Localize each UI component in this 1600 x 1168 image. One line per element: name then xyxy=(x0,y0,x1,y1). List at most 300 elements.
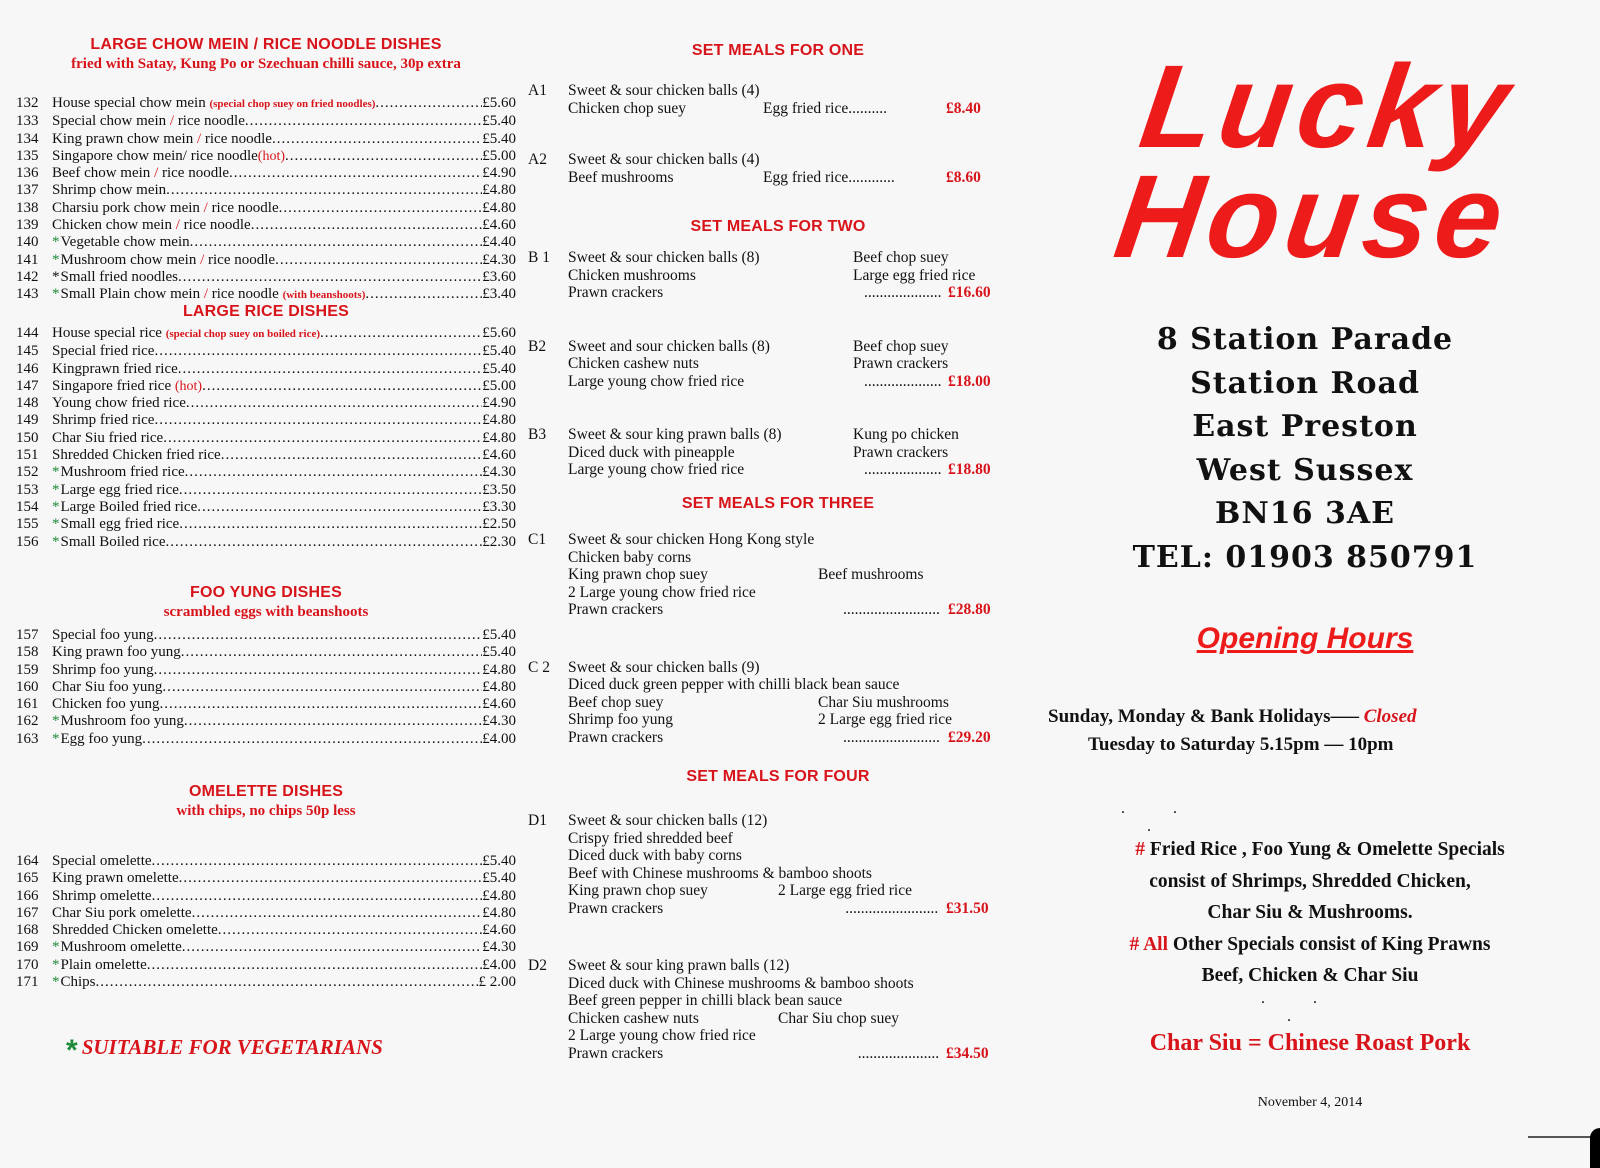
item-price: £4.80 xyxy=(482,904,516,921)
dot-leader xyxy=(285,148,482,165)
meal-dish: Sweet & sour chicken balls (4) xyxy=(568,82,760,99)
rice-list xyxy=(16,325,516,551)
item-name-group xyxy=(52,200,279,217)
item-number: 169 xyxy=(16,939,39,956)
meal-line xyxy=(528,584,998,602)
item-name-group xyxy=(52,286,365,304)
item-number: 155 xyxy=(16,516,39,533)
item-name: Kingprawn fried rice xyxy=(52,360,178,377)
dot-leader xyxy=(154,412,482,429)
meal-code: D1 xyxy=(528,812,547,829)
item-number: 132 xyxy=(16,95,39,111)
item-name-group xyxy=(52,217,251,234)
dot-leader xyxy=(279,200,483,217)
meal-dish-secondary: .................... xyxy=(864,372,942,390)
item-name: House special chow mein xyxy=(52,95,210,111)
item-price: £4.80 xyxy=(482,429,516,446)
item-name: Chicken foo yung xyxy=(52,696,160,713)
meal-dish: Prawn crackers xyxy=(568,728,664,746)
meal-dish: Beef with Chinese mushrooms & bamboo shoots xyxy=(568,864,872,882)
vegetarian-star-icon: * xyxy=(52,286,60,303)
item-name: Large Boiled fried rice xyxy=(60,498,198,515)
set-two-title: SET MEALS FOR TWO xyxy=(690,218,866,235)
meal-dish-secondary: 2 Large egg fried rice xyxy=(778,882,912,899)
dot-leader xyxy=(251,217,483,234)
separator-dots: . . . xyxy=(1121,800,1199,835)
meal-dish: Prawn crackers xyxy=(568,601,664,618)
dot-leader xyxy=(152,888,483,905)
item-name-alt: rice noodle xyxy=(174,113,245,130)
meal-dish: Beef chop suey xyxy=(568,693,664,711)
dot-leader xyxy=(163,430,482,447)
closed-days-line xyxy=(1048,703,1417,731)
item-number: 170 xyxy=(16,956,39,973)
meal-price: £16.60 xyxy=(948,284,991,301)
meal-line xyxy=(528,882,998,900)
item-price: £2.30 xyxy=(482,533,516,550)
item-number: 146 xyxy=(16,360,39,377)
item-name: Singapore chow mein/ rice noodle xyxy=(52,147,258,164)
meal-line xyxy=(528,865,998,883)
item-name-group xyxy=(52,696,159,713)
meal-line xyxy=(528,957,998,975)
item-price: £4.80 xyxy=(482,199,516,216)
item-price: £5.40 xyxy=(482,130,516,147)
meal-dish: Sweet & sour chicken balls (8) xyxy=(568,249,760,266)
item-name-group xyxy=(52,378,202,395)
meal-line xyxy=(528,975,998,993)
item-price: £5.40 xyxy=(482,853,516,869)
menu-item xyxy=(16,182,516,199)
meal-dish: Sweet & sour chicken balls (4) xyxy=(568,151,760,168)
meal-line xyxy=(528,847,998,865)
item-name: Mushroom fried rice xyxy=(60,464,185,481)
item-name-group xyxy=(52,234,190,251)
dot-leader xyxy=(320,325,482,343)
menu-item xyxy=(16,888,516,905)
menu-item xyxy=(16,325,516,343)
menu-item xyxy=(16,662,516,679)
meal-price: £8.60 xyxy=(946,168,981,186)
meal-line xyxy=(528,284,998,302)
meal-price: £18.80 xyxy=(948,461,991,478)
page-edge-corner xyxy=(1590,1128,1600,1168)
item-name-group xyxy=(52,853,152,870)
item-number: 133 xyxy=(16,113,39,130)
item-number: 140 xyxy=(16,234,39,251)
dot-leader xyxy=(197,499,482,516)
set-meal xyxy=(528,659,998,747)
dot-leader xyxy=(185,464,483,481)
address-line: Station Road xyxy=(1190,365,1420,401)
vegetarian-star-icon: * xyxy=(52,234,60,251)
vegetarian-star-icon: * xyxy=(52,481,60,498)
item-name-group xyxy=(52,182,166,199)
item-number: 139 xyxy=(16,217,39,234)
item-price: £3.30 xyxy=(482,498,516,515)
meal-dish: Large young chow fried rice xyxy=(568,372,745,390)
item-name: Singapore fried rice xyxy=(52,377,175,394)
item-name: Char Siu fried rice xyxy=(52,429,164,446)
item-name: Small egg fried rice xyxy=(60,516,180,533)
meal-price: £18.00 xyxy=(948,372,991,390)
dot-leader xyxy=(218,922,482,939)
dot-leader xyxy=(166,182,482,199)
item-price: £3.50 xyxy=(482,481,516,498)
item-name-group xyxy=(52,679,162,696)
meal-line xyxy=(528,729,998,747)
item-number: 138 xyxy=(16,199,39,216)
item-name: King prawn foo yung xyxy=(52,644,181,661)
item-number: 162 xyxy=(16,713,39,730)
item-price: £4.30 xyxy=(482,713,516,730)
meal-dish: Beef green pepper in chilli black bean sauce xyxy=(568,992,843,1009)
menu-item xyxy=(16,974,516,991)
menu-item xyxy=(16,430,516,447)
item-name: Shredded Chicken fried rice xyxy=(52,447,221,464)
meal-code: B 1 xyxy=(528,249,550,266)
meal-dish-secondary: .................... xyxy=(864,461,942,478)
dot-leader xyxy=(142,731,482,748)
meal-line xyxy=(528,151,998,169)
omelette-subtitle: with chips, no chips 50p less xyxy=(176,803,356,819)
item-name-group xyxy=(52,713,184,730)
menu-item xyxy=(16,217,516,234)
item-name-group xyxy=(52,113,245,130)
item-name-group xyxy=(52,325,320,343)
meal-code: A2 xyxy=(528,151,547,168)
foo-yung-subtitle: scrambled eggs with beanshoots xyxy=(163,604,369,620)
vegetarian-star-icon: * xyxy=(52,974,60,991)
item-name-group xyxy=(52,644,181,661)
dot-leader xyxy=(178,269,482,286)
item-price: £4.60 xyxy=(482,922,516,939)
telephone: TEL: 01903 850791 xyxy=(1132,539,1478,575)
item-name-group xyxy=(52,534,165,551)
separator-dots: . . . xyxy=(1261,990,1339,1025)
logo-line-2: House xyxy=(1107,151,1517,283)
item-name: Vegetable chow mein xyxy=(60,234,190,251)
hash-all-marker: # All xyxy=(1129,933,1168,955)
dot-leader xyxy=(365,286,482,304)
meal-line xyxy=(528,1045,998,1063)
set-meal xyxy=(528,151,998,186)
meal-line xyxy=(528,900,998,918)
item-slash: / xyxy=(175,217,180,234)
set-two-list xyxy=(528,249,998,479)
item-price: £5.00 xyxy=(482,147,516,164)
item-number: 156 xyxy=(16,533,39,550)
item-price: £5.40 xyxy=(482,360,516,377)
vegetarian-star-icon: * xyxy=(66,1034,78,1067)
meal-line xyxy=(528,249,998,267)
item-name: Special fried rice xyxy=(52,343,155,360)
meal-code: B3 xyxy=(528,426,547,443)
item-number: 164 xyxy=(16,853,39,869)
item-price: £4.90 xyxy=(482,395,516,412)
meal-dish: Beef mushrooms xyxy=(568,168,674,186)
dot-leader xyxy=(192,905,483,922)
menu-item xyxy=(16,534,516,551)
meal-dish-secondary: Prawn crackers xyxy=(853,355,949,372)
address-line: East Preston xyxy=(1192,409,1418,444)
item-name-group xyxy=(52,731,142,748)
meal-dish-secondary: .................... xyxy=(864,284,942,301)
page-edge-line xyxy=(1528,1136,1598,1138)
item-note: (special chop suey on boiled rice) xyxy=(165,328,321,340)
item-name-alt: rice noodle xyxy=(207,199,279,216)
menu-item xyxy=(16,447,516,464)
meal-price: £28.80 xyxy=(948,601,991,618)
item-name-alt: rice noodle xyxy=(208,286,283,303)
dot-leader xyxy=(162,679,482,696)
closed-label: Closed xyxy=(1363,706,1417,727)
vegetarian-star-icon: * xyxy=(52,713,60,730)
dot-leader xyxy=(190,234,483,251)
item-number: 136 xyxy=(16,165,39,182)
meal-dish-secondary: Egg fried rice............ xyxy=(763,168,895,186)
dot-leader xyxy=(182,939,483,956)
meal-dish-secondary: Beef mushrooms xyxy=(818,566,924,583)
meal-dish-secondary: Char Siu mushrooms xyxy=(818,693,949,711)
item-number: 163 xyxy=(16,730,39,747)
item-name: Large egg fried rice xyxy=(60,481,179,498)
hash-marker: # xyxy=(1135,839,1145,860)
item-slash: / xyxy=(200,251,205,268)
item-hot-label: (hot) xyxy=(174,378,203,394)
vegetarian-star-icon: * xyxy=(52,464,60,481)
item-number: 141 xyxy=(16,251,39,268)
menu-item xyxy=(16,870,516,887)
postcode: BN16 3AE xyxy=(1215,496,1395,531)
menu-item xyxy=(16,679,516,696)
char-siu-note: Char Siu = Chinese Roast Pork xyxy=(1149,1030,1471,1056)
dot-leader xyxy=(154,662,483,679)
menu-item xyxy=(16,731,516,748)
set-four-title: SET MEALS FOR FOUR xyxy=(686,768,870,785)
meal-line xyxy=(528,676,998,694)
restaurant-logo xyxy=(1025,41,1600,283)
item-price: £4.30 xyxy=(482,939,516,956)
item-price: £5.00 xyxy=(482,377,516,394)
meal-line xyxy=(528,373,998,391)
meal-dish: Diced duck green pepper with chilli black bean sauce xyxy=(568,676,900,693)
item-number: 137 xyxy=(16,182,39,199)
item-price: £5.40 xyxy=(482,627,516,643)
item-name: Small fried noodles xyxy=(60,268,178,285)
meal-dish-secondary: Kung po chicken xyxy=(853,426,959,443)
dot-leader xyxy=(245,113,482,130)
logo-line-1: Lucky xyxy=(1132,41,1523,173)
item-number: 159 xyxy=(16,661,39,678)
item-price: £4.80 xyxy=(482,412,516,429)
meal-line xyxy=(528,426,998,444)
menu-item xyxy=(16,378,516,395)
item-number: 144 xyxy=(16,325,39,341)
dot-leader xyxy=(184,713,482,730)
item-name: Special foo yung xyxy=(52,627,154,643)
meal-line xyxy=(528,659,998,677)
meal-price: £8.40 xyxy=(946,99,981,117)
item-number: 143 xyxy=(16,286,39,303)
meal-dish: Chicken mushrooms xyxy=(568,266,696,284)
menu-item xyxy=(16,464,516,481)
meal-dish: Chicken cashew nuts xyxy=(568,1009,699,1027)
menu-item xyxy=(16,252,516,269)
item-number: 152 xyxy=(16,464,39,481)
dot-leader xyxy=(154,627,483,644)
dot-leader xyxy=(152,853,483,870)
meal-price: £31.50 xyxy=(946,899,989,917)
meal-code: D2 xyxy=(528,957,547,974)
meal-dish: Diced duck with baby corns xyxy=(568,847,742,864)
item-name: Mushroom foo yung xyxy=(60,713,184,730)
item-number: 145 xyxy=(16,343,39,360)
menu-item xyxy=(16,95,516,113)
item-name-group xyxy=(52,974,96,991)
specials-note: # Fried Rice , Foo Yung & Omelette Specials consist of Shrimps, Shredded Chicken, Char Siu & Mushrooms. # All Other Specials consist of King Prawns Beef, Chicken & Char Siu xyxy=(1129,839,1505,986)
item-price: £5.40 xyxy=(482,870,516,887)
item-price: £4.40 xyxy=(482,234,516,251)
meal-line xyxy=(528,992,998,1010)
menu-item xyxy=(16,696,516,713)
meal-line xyxy=(528,711,998,729)
item-name-group xyxy=(52,95,375,113)
item-price: £4.80 xyxy=(482,661,516,678)
item-name: Plain omelette xyxy=(60,956,147,973)
meal-dish-secondary: Prawn crackers xyxy=(853,443,949,461)
item-name-group xyxy=(52,430,163,447)
menu-date: November 4, 2014 xyxy=(1257,1095,1363,1110)
item-name: King prawn omelette xyxy=(52,870,179,887)
set-four-list xyxy=(528,812,998,1062)
dot-leader xyxy=(375,95,482,113)
meal-line xyxy=(528,830,998,848)
item-name: Shredded Chicken omelette xyxy=(52,922,218,939)
set-three-title: SET MEALS FOR THREE xyxy=(681,495,875,512)
meal-dish: Sweet & sour chicken Hong Kong style xyxy=(568,531,815,548)
item-number: 151 xyxy=(16,447,39,464)
menu-item xyxy=(16,957,516,974)
item-name: Chicken chow mein xyxy=(52,217,176,234)
opening-hours-title: Opening Hours xyxy=(1196,622,1414,655)
vegetarian-star-icon: * xyxy=(52,251,60,268)
address-line: West Sussex xyxy=(1196,452,1414,488)
meal-dish: Prawn crackers xyxy=(568,284,664,301)
meal-line xyxy=(528,601,998,619)
dot-leader xyxy=(159,696,482,713)
item-price: £ 2.00 xyxy=(478,974,516,991)
menu-item xyxy=(16,482,516,499)
menu-item xyxy=(16,113,516,130)
meal-dish: 2 Large young chow fried rice xyxy=(568,583,756,601)
dot-leader xyxy=(165,534,482,551)
menu-item xyxy=(16,644,516,661)
meal-dish: Large young chow fried rice xyxy=(568,461,745,478)
item-price: £4.80 xyxy=(482,678,516,695)
item-number: 157 xyxy=(16,627,39,643)
meal-dish: Sweet & sour king prawn balls (12) xyxy=(568,957,790,974)
item-name: Egg foo yung xyxy=(60,730,143,747)
item-note: (special chop suey on fried noodles) xyxy=(209,98,376,110)
item-number: 161 xyxy=(16,696,39,713)
set-one-list xyxy=(528,82,998,186)
item-number: 153 xyxy=(16,481,39,498)
set-meal xyxy=(528,812,998,917)
item-name: Mushroom chow mein xyxy=(60,251,201,268)
item-number: 150 xyxy=(16,429,39,446)
dot-leader xyxy=(154,343,482,360)
meal-dish: Sweet & sour king prawn balls (8) xyxy=(568,426,782,443)
item-name: Small Plain chow mein xyxy=(60,286,204,303)
address-line: 8 Station Parade xyxy=(1156,322,1454,357)
item-number: 165 xyxy=(16,870,39,887)
item-name: House special rice xyxy=(52,325,166,341)
item-hot-label: (hot) xyxy=(257,148,285,164)
item-number: 158 xyxy=(16,644,39,661)
item-price: £4.80 xyxy=(482,182,516,199)
menu-item xyxy=(16,939,516,956)
item-name: Shrimp omelette xyxy=(52,887,152,904)
meal-dish-secondary: 2 Large egg fried rice xyxy=(818,711,952,728)
item-name-group xyxy=(52,343,154,360)
menu-item xyxy=(16,922,516,939)
address-block xyxy=(1040,318,1570,579)
item-name: Special chow mein xyxy=(52,113,170,130)
item-name-group xyxy=(52,395,186,412)
menu-item xyxy=(16,131,516,148)
item-name-alt: rice noodle xyxy=(204,251,276,268)
meal-dish: King prawn chop suey xyxy=(568,566,708,583)
set-meal xyxy=(528,531,998,619)
set-meal xyxy=(528,82,998,117)
foo-yung-list xyxy=(16,627,516,748)
item-price: £4.60 xyxy=(482,447,516,464)
item-price: £2.50 xyxy=(482,516,516,533)
dot-leader xyxy=(179,482,482,499)
item-number: 171 xyxy=(16,974,39,991)
item-note: (with beanshoots) xyxy=(282,289,366,302)
item-name-alt: rice noodle xyxy=(158,165,230,182)
menu-item xyxy=(16,361,516,378)
item-name: Young chow fried rice xyxy=(52,395,186,412)
meal-line xyxy=(528,1027,998,1045)
item-price: £5.60 xyxy=(482,325,516,341)
item-name: Beef chow mein xyxy=(52,165,155,182)
chow-mein-title: LARGE CHOW MEIN / RICE NOODLE DISHES xyxy=(90,36,442,53)
item-name: Mushroom omelette xyxy=(60,939,182,956)
meal-line xyxy=(528,444,998,462)
meal-line xyxy=(528,169,998,187)
item-name-group xyxy=(52,165,229,182)
item-name-group xyxy=(52,412,154,429)
dot-leader xyxy=(202,378,482,395)
item-price: £5.40 xyxy=(482,343,516,360)
item-price: £4.00 xyxy=(482,956,516,973)
item-number: 134 xyxy=(16,130,39,147)
meal-line xyxy=(528,100,998,118)
meal-line xyxy=(528,338,998,356)
item-name: Char Siu foo yung xyxy=(52,678,163,695)
item-number: 166 xyxy=(16,887,39,904)
set-meal xyxy=(528,338,998,391)
meal-line xyxy=(528,566,998,584)
item-slash: / xyxy=(169,113,175,130)
item-price: £5.40 xyxy=(482,113,516,130)
menu-item xyxy=(16,713,516,730)
item-name-group xyxy=(52,464,185,481)
meal-dish-secondary: ......................... xyxy=(843,728,940,746)
